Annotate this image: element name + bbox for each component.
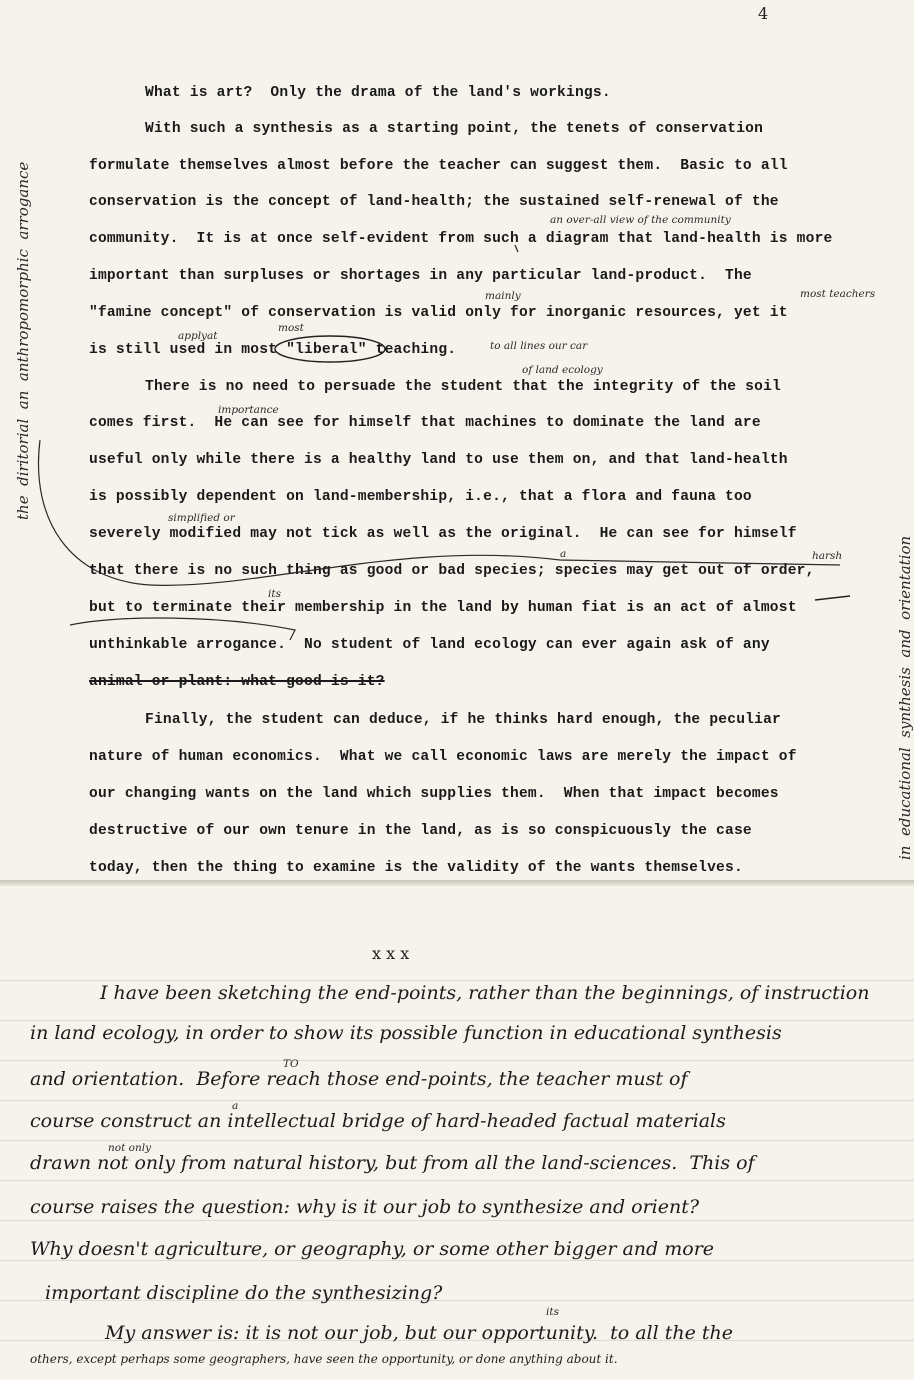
interlinear-note: simplified or [168,512,235,524]
typed-line: but to terminate their membership in the land by human fiat is an act of almost [89,600,797,616]
typed-line: severely modified may not tick as well as the original. He can see for himself [89,526,797,542]
page-number: 4 [758,4,769,23]
ruled-line [0,1260,914,1261]
typed-line: comes first. He can see for himself that machines to dominate the land are [89,415,761,431]
interlinear-note: its [268,588,281,600]
typed-line: important than surpluses or shortages in any particular land-product. The [89,268,752,284]
handwritten-insert: its [546,1306,559,1318]
section-break: x x x [372,944,410,963]
interlinear-note: an over-all view of the community [550,214,731,226]
handwritten-line: I have been sketching the end-points, rather than the beginnings, of instruction [100,982,870,1004]
interlinear-note: of land ecology [522,364,603,376]
ruled-line [0,1220,914,1221]
page-fold [0,880,914,886]
handwritten-insert: not only [108,1142,152,1154]
handwritten-line: My answer is: it is not our job, but our opportunity. to all the the [105,1322,733,1344]
typed-line: is possibly dependent on land-membership, i.e., that a flora and fauna too [89,489,752,505]
typed-line: There is no need to persuade the student that the integrity of the soil [145,379,781,395]
typed-line: that there is no such thing as good or bad species; species may get out of order, [89,563,815,579]
ruled-line [0,980,914,981]
handwritten-line: important discipline do the synthesizing? [45,1282,443,1304]
interlinear-note: importance [218,404,279,416]
interlinear-note: to all lines our car [490,340,588,352]
left-margin-note: the diritorial an anthropomorphic arrogance [14,161,32,520]
typed-line: Finally, the student can deduce, if he thinks hard enough, the peculiar [145,712,781,728]
typed-line: What is art? Only the drama of the land's workings. [145,85,611,101]
typed-line: our changing wants on the land which supplies them. When that impact becomes [89,786,779,802]
handwritten-line: drawn not only from natural history, but from all the land-sciences. This of [30,1152,755,1174]
typed-line: nature of human economics. What we call economic laws are merely the impact of [89,749,797,765]
ruled-line [0,1020,914,1021]
interlinear-note: harsh [812,550,843,562]
interlinear-note: a [560,548,567,560]
handwritten-line: others, except perhaps some geographers, have seen the opportunity, or done anything about it. [30,1352,618,1366]
handwritten-insert: a [232,1100,239,1112]
handwritten-line: and orientation. Before reach those end-points, the teacher must of [30,1068,688,1090]
right-margin-note: in educational synthesis and orientation [896,535,914,860]
ruled-line [0,1060,914,1061]
handwritten-line: course raises the question: why is it our job to synthesize and orient? [30,1196,700,1218]
interlinear-note: applyat [178,330,218,342]
handwritten-insert: TO [283,1058,299,1070]
handwritten-line: course construct an intellectual bridge of hard-headed factual materials [30,1110,726,1132]
typed-line: formulate themselves almost before the teacher can suggest them. Basic to all [89,158,788,174]
typed-line: useful only while there is a healthy land to use them on, and that land-health [89,452,788,468]
interlinear-note: most [278,322,304,334]
ruled-line [0,1140,914,1141]
typed-line: unthinkable arrogance. No student of land ecology can ever again ask of any [89,637,770,653]
handwritten-line: in land ecology, in order to show its possible function in educational synthesis [30,1022,782,1044]
typed-line: destructive of our own tenure in the land, as is so conspicuously the case [89,823,752,839]
typed-line: With such a synthesis as a starting point, the tenets of conservation [145,121,764,137]
handwritten-line: Why doesn't agriculture, or geography, or some other bigger and more [30,1238,715,1260]
interlinear-note: mainly [485,290,521,302]
typed-line: community. It is at once self-evident from such a diagram that land-health is more [89,231,833,247]
ruled-line [0,1180,914,1181]
interlinear-note: most teachers [800,288,876,300]
typed-line: "famine concept" of conservation is valid only for inorganic resources, yet it [89,305,788,321]
typed-line-struck: animal or plant: what good is it? [89,674,385,690]
typed-line: is still used in most "liberal" teaching. [89,342,457,358]
typed-line: conservation is the concept of land-health; the sustained self-renewal of the [89,194,779,210]
ruled-line [0,1100,914,1101]
typed-line: today, then the thing to examine is the validity of the wants themselves. [89,860,743,876]
